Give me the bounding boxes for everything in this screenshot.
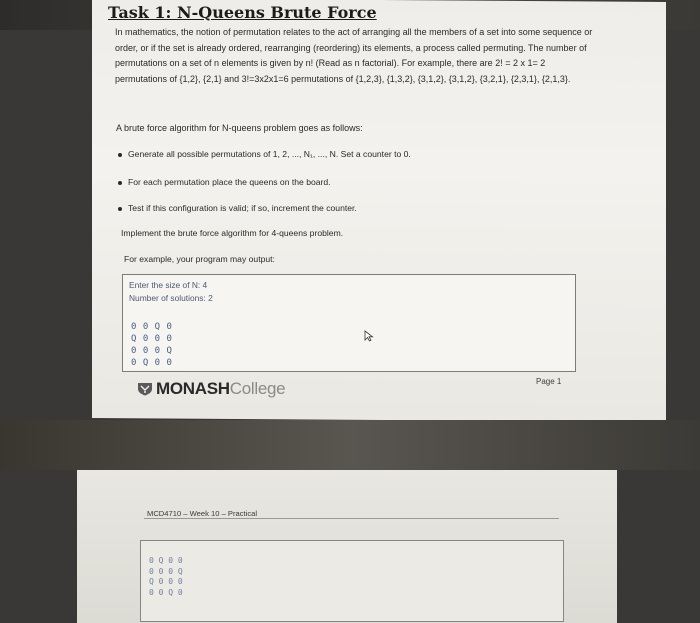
board-row: 0 Q 0 0 [131,358,173,368]
header-divider [144,518,559,519]
page-title: Task 1: N-Queens Brute Force [108,3,377,22]
board-row: 0 0 Q 0 [131,322,173,332]
monash-crest-icon [137,382,153,396]
logo-rest: College [229,379,286,398]
output-size-line: Enter the size of N: 4 [129,280,208,290]
chess-board-output [131,321,172,369]
board-row: Q 0 0 0 [131,334,173,344]
algorithm-intro: A brute force algorithm for N-queens problem goes as follows: [116,123,363,133]
board-row: 0 0 0 Q [149,566,183,576]
board-row: 0 0 Q 0 [149,587,183,597]
chess-board-output [149,556,183,598]
page-two-output-box [140,540,564,622]
board-row: 0 Q 0 0 [149,556,183,565]
mouse-cursor-icon [364,330,374,342]
permutation-paragraph: In mathematics, the notion of permutation relates to the act of arranging all the members of a set into some sequence or order, or if the set is already ordered, rearranging (reordering) its elements, a process called permuting. The number of permutations on a set of n elements is given by n! (Read as n factorial). For example, there are 2! = 2 x 1= 2 permutations of {1,2}, {2,1} and 3!=3x2x1=6 permutations of {1,2,3}, {1,3,2}, {3,1,2}, {3,1,2}, {3,2,1}, {2,3,1}, {2,1,3}. [115,27,593,84]
implement-instruction: Implement the brute force algorithm for 4-queens problem. [121,228,344,238]
bullet-dot-icon [118,181,122,185]
logo-text [156,379,285,399]
bullet-generate [118,149,411,159]
bullet-place [118,177,331,187]
output-solutions-line: Number of solutions: 2 [129,293,213,303]
bullet-test [118,203,357,213]
sample-output-box [122,274,576,372]
bullet-dot-icon [118,207,122,211]
board-row: 0 0 0 Q [131,346,173,356]
bullet-text: For each permutation place the queens on the board. [128,177,331,187]
board-row: Q 0 0 0 [149,577,183,586]
page-two-header: MCD4710 – Week 10 – Practical [147,509,258,518]
page-gap [0,420,700,470]
bullet-dot-icon [118,153,122,157]
monash-college-logo [137,379,285,399]
page-number: Page 1 [536,377,562,386]
logo-bold: MONASH [156,379,230,398]
bullet-text: Generate all possible permutations of 1, 2, ..., N₁, ..., N. Set a counter to 0. [128,149,411,159]
bullet-text: Test if this configuration is valid; if so, increment the counter. [128,203,357,213]
example-intro: For example, your program may output: [124,254,275,264]
